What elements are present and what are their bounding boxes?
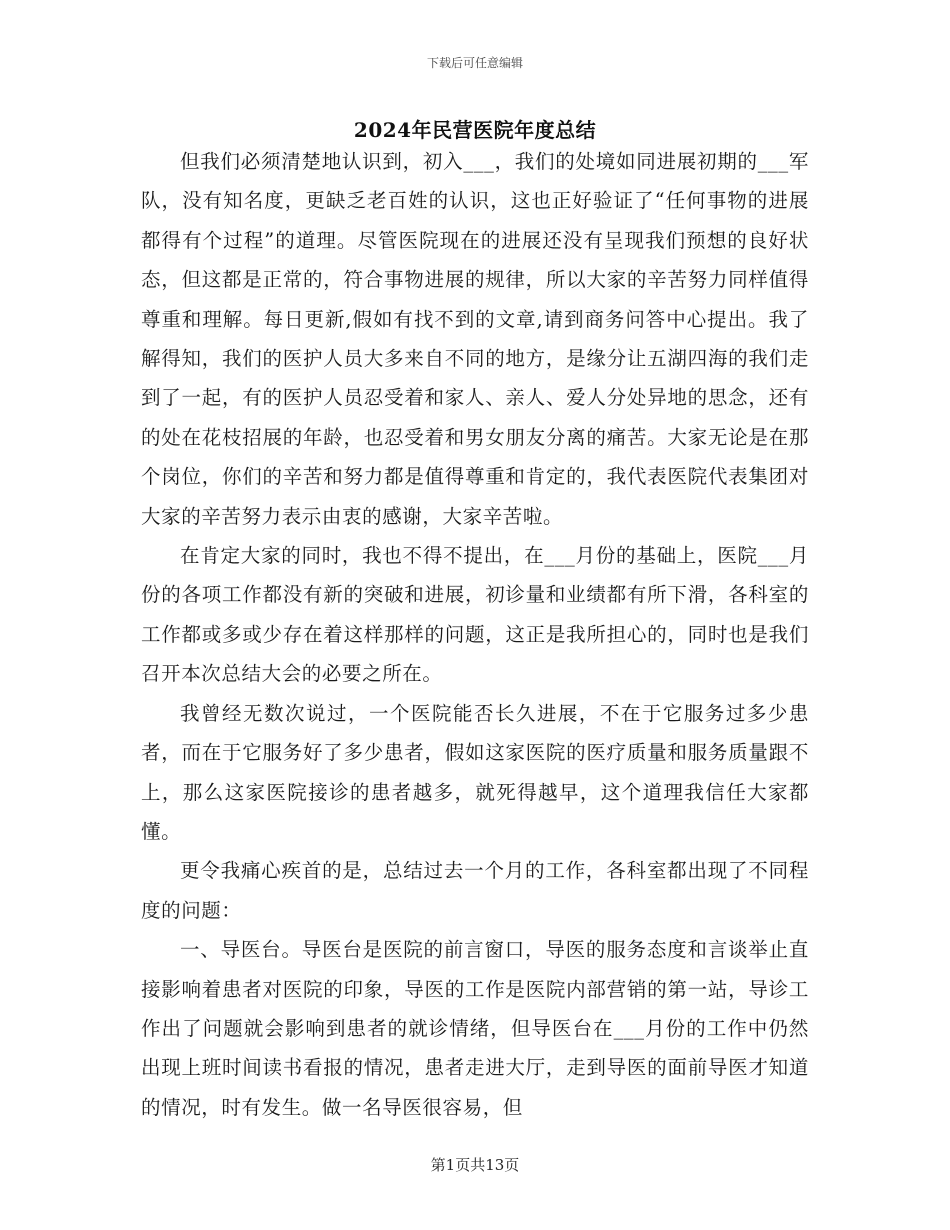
paragraph-3: 我曾经无数次说过，一个医院能否长久进展，不在于它服务过多少患者，而在于它服务好了多少患者，假如这家医院的医疗质量和服务质量跟不上，那么这家医院接诊的患者越多，就死得越早，这个道理我信任大家都懂。 [141,701,809,843]
header-note: 下载后可任意编辑 [426,56,523,70]
paragraph-2: 在肯定大家的同时，我也不得不提出，在___月份的基础上，医院___月份的各项工作都没有新的突破和进展，初诊量和业绩都有所下滑，各科室的工作都或多或少存在着这样那样的问题，这正是我所担心的，同时也是我们召开本次总结大会的必要之所在。 [141,544,809,686]
document-body [141,142,809,1127]
paragraph-4: 更令我痛心疾首的是，总结过去一个月的工作，各科室都出现了不同程度的问题： [141,859,809,922]
paragraph-5: 一、导医台。导医台是医院的前言窗口，导医的服务态度和言谈举止直接影响着患者对医院的印象，导医的工作是医院内部营销的第一站，导诊工作出了问题就会影响到患者的就诊情绪，但导医台在___月份的工作中仍然出现上班时间读书看报的情况，患者走进大厅，走到导医的面前导医才知道的情况，时有发生。做一名导医很容易，但 [141,938,809,1119]
paragraph-1: 但我们必须清楚地认识到，初入___，我们的处境如同进展初期的___军队，没有知名度，更缺乏老百姓的认识，这也正好验证了“任何事物的进展都得有个过程”的道理。尽管医院现在的进展还没有呈现我们预想的良好状态，但这都是正常的，符合事物进展的规律，所以大家的辛苦努力同样值得尊重和理解。每日更新,假如有找不到的文章,请到商务问答中心提出。我了解得知，我们的医护人员大多来自不同的地方，是缘分让五湖四海的我们走到了一起，有的医护人员忍受着和家人、亲人、爱人分处异地的思念，还有的处在花枝招展的年龄，也忍受着和男女朋友分离的痛苦。大家无论是在那个岗位，你们的辛苦和努力都是值得尊重和肯定的，我代表医院代表集团对大家的辛苦努力表示由衷的感谢，大家辛苦啦。 [141,150,809,528]
page-number: 第1页共13页 [430,1156,520,1174]
document-title: 2024年民营医院年度总结 [353,118,597,142]
